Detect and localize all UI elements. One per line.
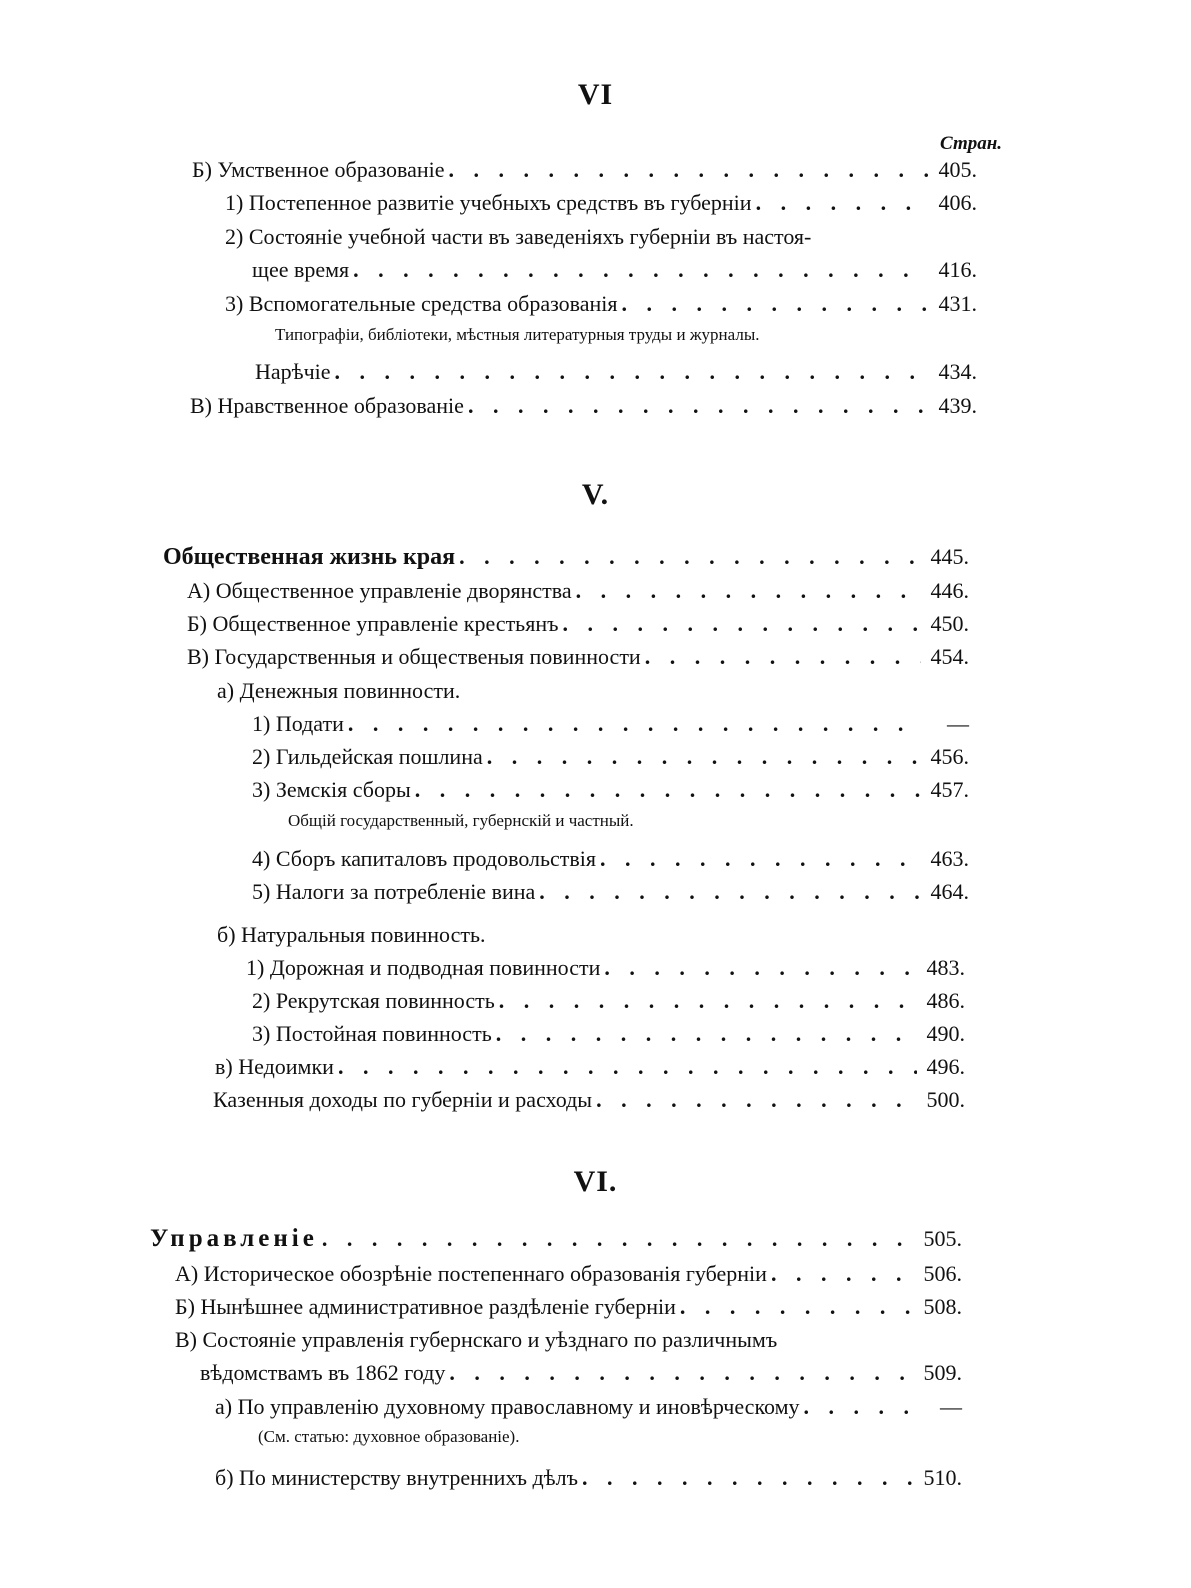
toc-entry[interactable]: б) По министерству внутреннихъ дѣлъ . . . 510. [215, 1461, 962, 1495]
toc-entry[interactable]: Казенныя доходы по губерніи и расходы . . . 500. [213, 1083, 965, 1117]
toc-note: (См. статью: духовное образованіе). [258, 1427, 520, 1446]
toc-entry[interactable]: а) По управленію духовному православному и иновѣрческому . . . — [215, 1390, 962, 1424]
toc-entry[interactable]: 4) Сборъ капиталовъ продовольствія . . . 463. [252, 842, 969, 876]
section-numeral: V. [581, 478, 610, 511]
section-heading[interactable]: Управленіе . . . 505. [150, 1222, 962, 1256]
toc-entry[interactable]: в) Недоимки . . . 496. [215, 1050, 965, 1084]
toc-entry[interactable]: 1) Постепенное развитіе учебныхъ средствъ въ губерніи . . . 406. [225, 186, 977, 220]
toc-entry[interactable]: В) Нравственное образованіе . . . 439. [190, 389, 977, 423]
toc-entry[interactable]: вѣдомствамъ въ 1862 году . . . 509. [200, 1356, 962, 1390]
toc-entry-line1: В) Состояніе управленія губернскаго и уѣзднаго по различнымъ [175, 1327, 778, 1352]
toc-note: Общій государственный, губернскій и частный. [288, 811, 634, 830]
toc-entry[interactable]: Б) Общественное управленіе крестьянъ . . . 450. [187, 607, 969, 641]
toc-entry[interactable]: 5) Налоги за потребленіе вина . . . 464. [252, 875, 969, 909]
section-numeral: VI. [573, 1165, 618, 1198]
toc-entry[interactable]: 1) Дорожная и подводная повинности . . . 483. [246, 951, 965, 985]
toc-subheading: б) Натуральныя повинность. [217, 922, 486, 947]
toc-entry-line1: 2) Состояніе учебной части въ заведеніяхъ губерніи въ настоя- [225, 224, 812, 249]
toc-entry[interactable]: Нарѣчіе . . . 434. [255, 355, 977, 389]
toc-entry[interactable]: Б) Умственное образованіе . . . 405. [192, 153, 977, 187]
page-column-header: Стран. [940, 133, 1003, 154]
toc-entry[interactable]: 3) Земскія сборы . . . 457. [252, 773, 969, 807]
toc-entry[interactable]: А) Общественное управленіе дворянства . . . 446. [187, 574, 969, 608]
toc-entry[interactable]: 3) Вспомогательные средства образованія . . . 431. [225, 287, 977, 321]
toc-entry[interactable]: А) Историческое обозрѣніе постепеннаго образованія губерніи . . . 506. [175, 1257, 962, 1291]
toc-entry[interactable]: 3) Постойная повинность . . . 490. [252, 1017, 965, 1051]
toc-entry[interactable]: 2) Гильдейская пошлина . . . 456. [252, 740, 969, 774]
page-number: VI [577, 78, 614, 111]
section-heading[interactable]: Общественная жизнь края . . . 445. [163, 540, 969, 574]
toc-entry[interactable]: 1) Подати . . . — [252, 707, 969, 741]
toc-note: Типографіи, библіотеки, мѣстныя литературныя труды и журналы. [275, 325, 760, 344]
toc-subheading: а) Денежныя повинности. [217, 678, 461, 703]
toc-entry[interactable]: В) Государственныя и общественыя повинности . . . 454. [187, 640, 969, 674]
toc-entry[interactable]: щее время . . . 416. [252, 253, 977, 287]
toc-entry[interactable]: Б) Нынѣшнее административное раздѣленіе губерніи . . . 508. [175, 1290, 962, 1324]
toc-entry[interactable]: 2) Рекрутская повинность . . . 486. [252, 984, 965, 1018]
